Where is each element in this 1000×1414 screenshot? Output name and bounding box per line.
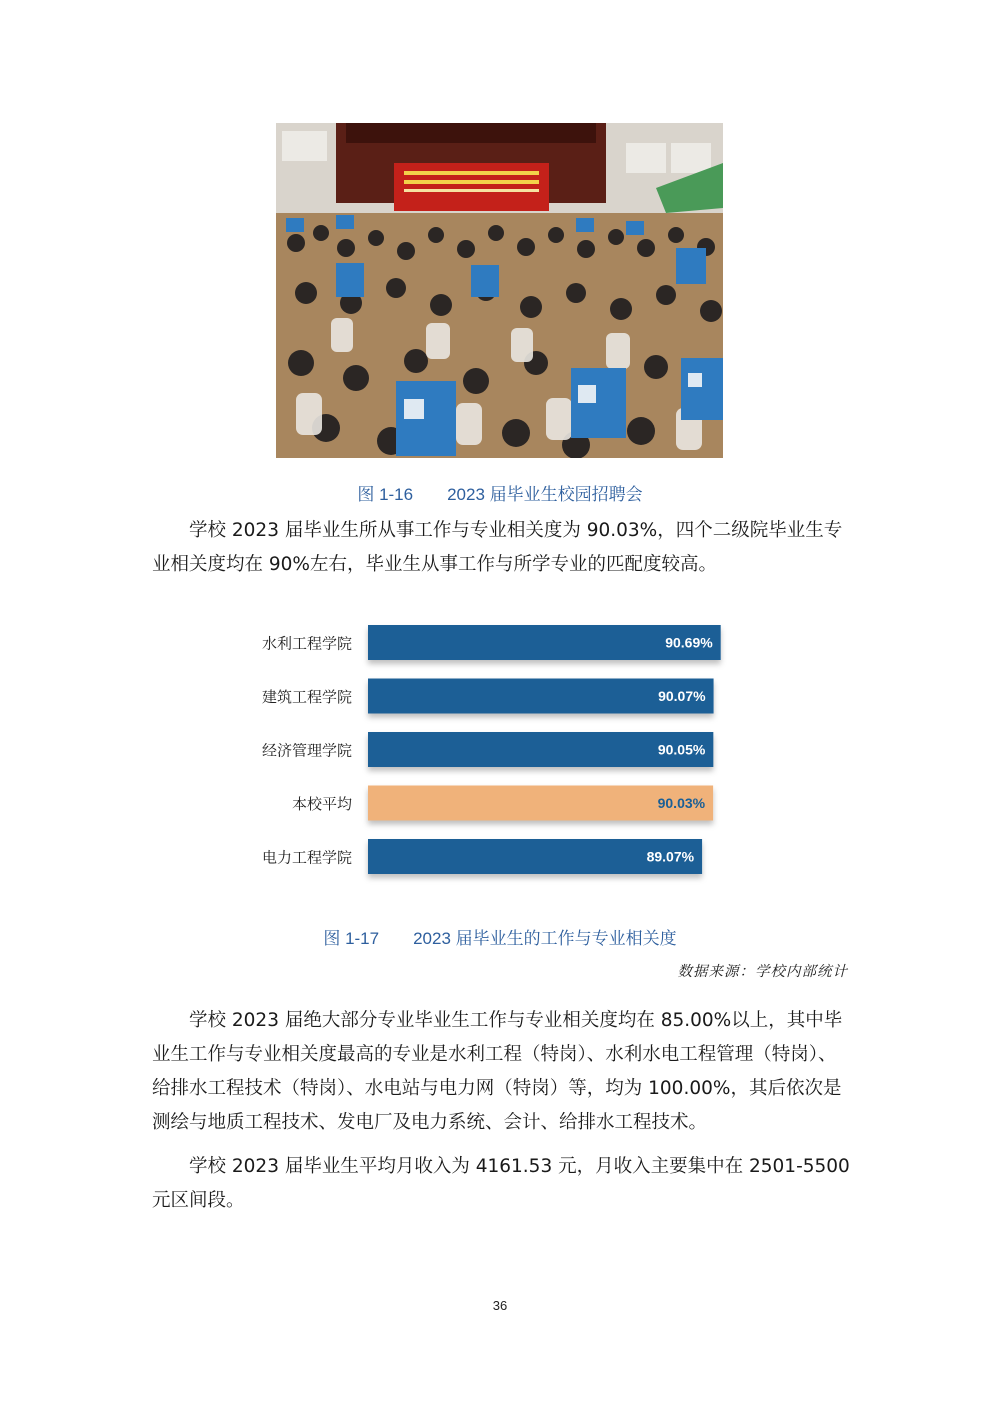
paragraph-major-relevance [152,1004,852,1140]
paragraph-text: 学校 2023 届毕业生平均月收入为 4161.53 元，月收入主要集中在 2501-5500 元区间段。 [152,1156,850,1211]
job-fair-photo [276,123,723,458]
paragraph-income [152,1150,852,1218]
value-label: 89.07% [646,848,695,865]
paragraph-text: 学校 2023 届绝大部分专业毕业生工作与专业相关度均在 85.00%以上，其中毕业生工作与专业相关度最高的专业是水利工程（特岗）、水利水电工程管理（特岗）、给排水工程技术（特岗）、水电站与电力网（特岗）等，均为 100.00%，其后依次是测绘与地质工程技术、发电厂及电力系统、会计、给排水工程技术。 [152,1010,843,1133]
data-source-note: 数据来源：学校内部统计 [677,964,848,980]
paragraph-text: 学校 2023 届毕业生所从事工作与专业相关度为 90.03%，四个二级院毕业生专业相关度均在 90%左右，毕业生从事工作与所学专业的匹配度较高。 [152,520,843,575]
category-label: 经济管理学院 [261,741,352,760]
category-label: 建筑工程学院 [261,688,352,706]
figure-title: 2023 届毕业生校园招聘会 [447,485,643,504]
figure-1-16-caption [0,480,1000,505]
page-number: 36 [492,1298,508,1313]
value-label: 90.03% [657,795,706,811]
figure-title: 2023 届毕业生的工作与专业相关度 [413,929,677,948]
value-label: 90.05% [657,741,706,758]
figure-number: 图 1-17 [323,929,380,948]
category-label: 本校平均 [291,795,352,813]
category-label: 电力工程学院 [261,848,352,867]
value-label: 90.07% [658,688,706,704]
figure-number: 图 1-16 [357,485,414,504]
figure-1-17-caption [0,924,1000,949]
paragraph-relevance-summary [152,514,852,582]
category-label: 水利工程学院 [261,634,352,653]
relevance-bar-chart [240,610,760,890]
value-label: 90.69% [665,634,713,651]
